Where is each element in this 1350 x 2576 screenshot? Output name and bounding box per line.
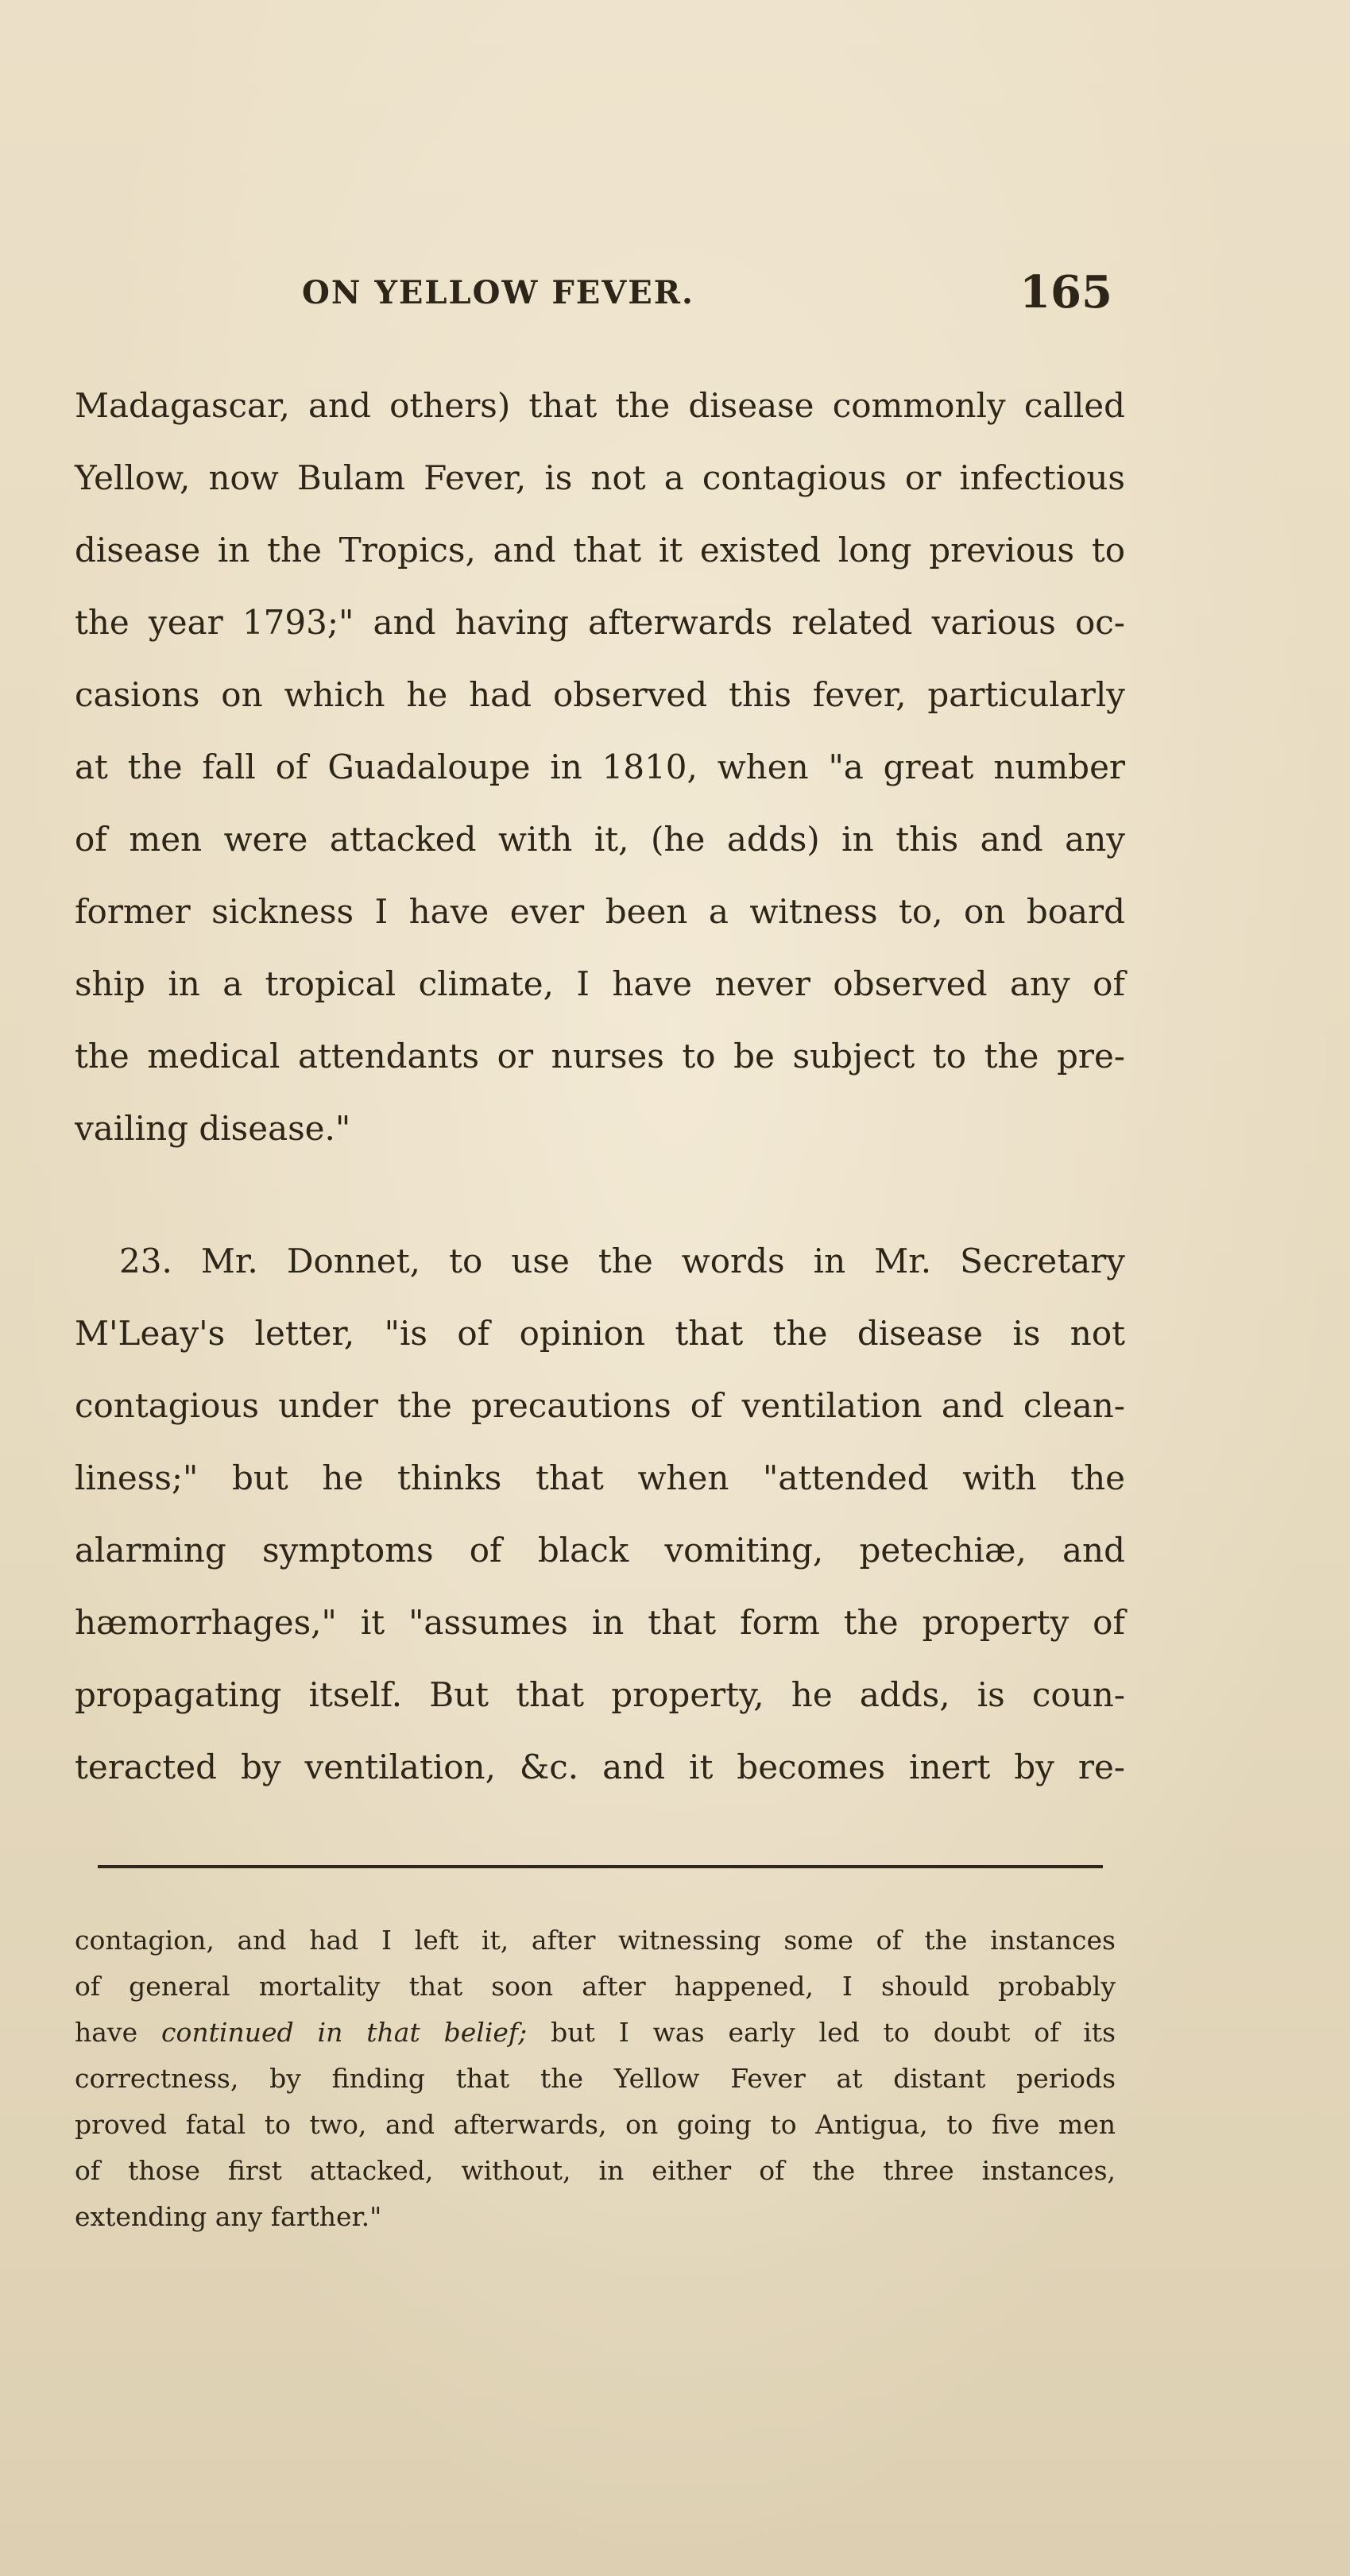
text-line: the year 1793;" and having afterwards related various oc-	[75, 603, 1125, 642]
text-line: ship in a tropical climate, I have never observed any of	[75, 964, 1125, 1003]
footnote-text: have	[75, 2017, 162, 2048]
text-line: of men were attacked with it, (he adds) in this and any	[75, 820, 1125, 859]
text-line: disease in the Tropics, and that it existed long previous to	[75, 531, 1125, 570]
footnote-divider	[98, 1865, 1103, 1868]
running-title: ON YELLOW FEVER.	[302, 274, 694, 311]
footnote-line: of general mortality that soon after happened, I should probably	[75, 1971, 1116, 2002]
text-line: M'Leay's letter, "is of opinion that the disease is not	[75, 1314, 1125, 1353]
footnote	[75, 1918, 1116, 2240]
footnote-emphasis: continued in that belief;	[161, 2017, 528, 2048]
footnote-text: but I was early led to doubt of its	[527, 2017, 1116, 2048]
footnote-line	[75, 2010, 1116, 2056]
footnote-line-end: extending any farther."	[75, 2201, 382, 2232]
footnote-line: proved fatal to two, and afterwards, on going to Antigua, to five men	[75, 2109, 1116, 2140]
text-line: casions on which he had observed this fever, particularly	[75, 675, 1125, 714]
page-number: 165	[1019, 266, 1112, 319]
paragraph-23-start: 23. Mr. Donnet, to use the words in Mr. Secretary	[119, 1242, 1125, 1280]
text-line: contagious under the precautions of ventilation and clean-	[75, 1386, 1125, 1425]
footnote-line: contagion, and had I left it, after witnessing some of the instances	[75, 1925, 1116, 1956]
paragraph-gap	[75, 1164, 1125, 1225]
text-line: teracted by ventilation, &c. and it becomes inert by re-	[75, 1748, 1125, 1786]
text-line-paragraph-end: vailing disease."	[75, 1109, 351, 1148]
text-line: Yellow, now Bulam Fever, is not a contagious or infectious	[75, 458, 1125, 497]
text-line: propagating itself. But that property, he adds, is coun-	[75, 1675, 1125, 1714]
page-header	[302, 266, 1128, 338]
text-line: alarming symptoms of black vomiting, petechiæ, and	[75, 1531, 1125, 1570]
text-line: Madagascar, and others) that the disease commonly called	[75, 386, 1125, 425]
footnote-line: correctness, by finding that the Yellow Fever at distant periods	[75, 2063, 1116, 2094]
text-line: liness;" but he thinks that when "attended with the	[75, 1458, 1125, 1497]
text-line: former sickness I have ever been a witness to, on board	[75, 892, 1125, 931]
body-text	[75, 369, 1125, 1803]
text-line: at the fall of Guadaloupe in 1810, when "a great number	[75, 747, 1125, 786]
text-line: hæmorrhages," it "assumes in that form the property of	[75, 1603, 1125, 1642]
text-line: the medical attendants or nurses to be subject to the pre-	[75, 1037, 1125, 1076]
footnote-line: of those first attacked, without, in either of the three instances,	[75, 2155, 1116, 2186]
